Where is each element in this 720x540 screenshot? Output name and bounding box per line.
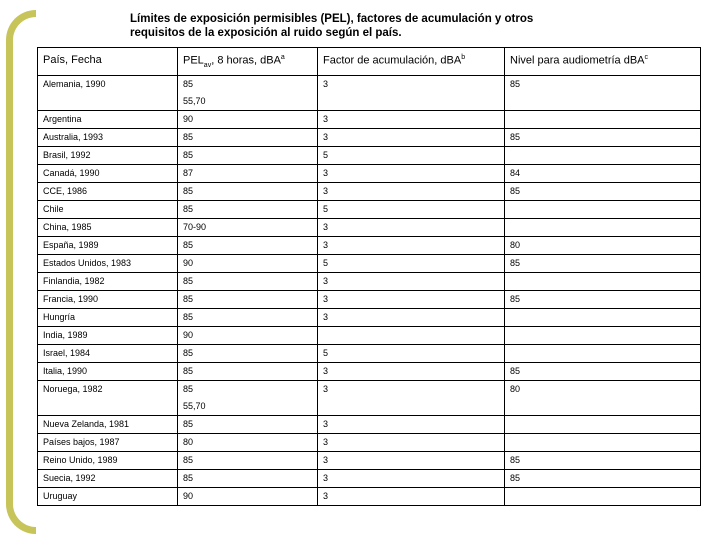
factor-cell: 3 bbox=[318, 219, 505, 237]
pel-cell: 85 bbox=[178, 309, 318, 327]
header-row bbox=[38, 48, 701, 76]
country-cell: Finlandia, 1982 bbox=[38, 273, 178, 291]
factor-cell: 3 bbox=[318, 237, 505, 255]
table-row bbox=[38, 147, 701, 165]
pel-cell: 85 55,70 bbox=[178, 76, 318, 111]
factor-cell: 3 bbox=[318, 363, 505, 381]
country-cell: Italia, 1990 bbox=[38, 363, 178, 381]
factor-cell: 5 bbox=[318, 147, 505, 165]
country-cell: Alemania, 1990 bbox=[38, 76, 178, 111]
pel-table bbox=[37, 47, 701, 506]
table-row bbox=[38, 488, 701, 506]
country-cell: Países bajos, 1987 bbox=[38, 434, 178, 452]
pel-cell: 85 bbox=[178, 452, 318, 470]
factor-cell: 3 bbox=[318, 416, 505, 434]
country-cell: Francia, 1990 bbox=[38, 291, 178, 309]
country-cell: España, 1989 bbox=[38, 237, 178, 255]
audiometry-cell bbox=[505, 345, 701, 363]
audiometry-cell: 80 bbox=[505, 381, 701, 416]
audiometry-cell bbox=[505, 416, 701, 434]
factor-cell: 3 bbox=[318, 488, 505, 506]
pel-secondary-value: 55,70 bbox=[183, 96, 206, 106]
factor-cell: 3 bbox=[318, 434, 505, 452]
title-line-2: requisitos de la exposición al ruido según el país. bbox=[130, 27, 402, 39]
pel-cell: 90 bbox=[178, 327, 318, 345]
audiometry-cell: 85 bbox=[505, 291, 701, 309]
pel-secondary-value: 55,70 bbox=[183, 401, 206, 411]
audiometry-cell: 80 bbox=[505, 237, 701, 255]
country-cell: Reino Unido, 1989 bbox=[38, 452, 178, 470]
audiometry-cell: 85 bbox=[505, 76, 701, 111]
factor-cell: 3 bbox=[318, 291, 505, 309]
country-cell: Chile bbox=[38, 201, 178, 219]
table-row bbox=[38, 345, 701, 363]
country-cell: Noruega, 1982 bbox=[38, 381, 178, 416]
pel-cell: 87 bbox=[178, 165, 318, 183]
pel-cell: 85 bbox=[178, 201, 318, 219]
table-row bbox=[38, 273, 701, 291]
pel-cell: 85 bbox=[178, 363, 318, 381]
table-row bbox=[38, 363, 701, 381]
pel-cell: 85 bbox=[178, 273, 318, 291]
table-row bbox=[38, 165, 701, 183]
country-cell: Suecia, 1992 bbox=[38, 470, 178, 488]
table-row bbox=[38, 219, 701, 237]
audiometry-cell: 85 bbox=[505, 129, 701, 147]
audiometry-cell bbox=[505, 111, 701, 129]
audiometry-cell bbox=[505, 147, 701, 165]
country-cell: Australia, 1993 bbox=[38, 129, 178, 147]
table-row bbox=[38, 470, 701, 488]
audiometry-cell bbox=[505, 201, 701, 219]
country-cell: Israel, 1984 bbox=[38, 345, 178, 363]
table-row bbox=[38, 309, 701, 327]
header-pel: $PEL_{av}$, 8 horas, dBA$^a$ bbox=[178, 48, 318, 76]
factor-cell: 5 bbox=[318, 255, 505, 273]
pel-cell: 85 bbox=[178, 345, 318, 363]
table-row bbox=[38, 255, 701, 273]
table-row bbox=[38, 416, 701, 434]
audiometry-cell: 85 bbox=[505, 363, 701, 381]
factor-cell: 5 bbox=[318, 201, 505, 219]
country-cell: CCE, 1986 bbox=[38, 183, 178, 201]
header-factor: Factor de acumulación, dBA$^b$ bbox=[318, 48, 505, 76]
audiometry-cell bbox=[505, 327, 701, 345]
factor-cell bbox=[318, 327, 505, 345]
country-cell: Argentina bbox=[38, 111, 178, 129]
factor-cell: 3 bbox=[318, 183, 505, 201]
audiometry-cell bbox=[505, 219, 701, 237]
country-cell: Hungría bbox=[38, 309, 178, 327]
table-row bbox=[38, 201, 701, 219]
pel-cell: 80 bbox=[178, 434, 318, 452]
audiometry-cell bbox=[505, 309, 701, 327]
country-cell: Estados Unidos, 1983 bbox=[38, 255, 178, 273]
country-cell: Brasil, 1992 bbox=[38, 147, 178, 165]
table-row bbox=[38, 183, 701, 201]
factor-cell: 3 bbox=[318, 309, 505, 327]
audiometry-cell bbox=[505, 488, 701, 506]
factor-cell: 3 bbox=[318, 165, 505, 183]
table-row bbox=[38, 237, 701, 255]
audiometry-cell: 85 bbox=[505, 470, 701, 488]
audiometry-cell: 84 bbox=[505, 165, 701, 183]
country-cell: Uruguay bbox=[38, 488, 178, 506]
title-line-1: Límites de exposición permisibles (PEL), factores de acumulación y otros bbox=[130, 13, 534, 25]
country-cell: China, 1985 bbox=[38, 219, 178, 237]
audiometry-cell bbox=[505, 273, 701, 291]
pel-cell: 85 bbox=[178, 416, 318, 434]
country-cell: Canadá, 1990 bbox=[38, 165, 178, 183]
decorative-bracket bbox=[6, 10, 36, 534]
pel-cell: 90 bbox=[178, 488, 318, 506]
factor-cell: 3 bbox=[318, 273, 505, 291]
pel-cell: 85 bbox=[178, 291, 318, 309]
table-row bbox=[38, 327, 701, 345]
audiometry-cell: 85 bbox=[505, 255, 701, 273]
table-row bbox=[38, 111, 701, 129]
pel-cell: 85 bbox=[178, 183, 318, 201]
pel-cell: 85 bbox=[178, 129, 318, 147]
table-body bbox=[38, 76, 701, 506]
factor-cell: 5 bbox=[318, 345, 505, 363]
pel-cell: 85 bbox=[178, 470, 318, 488]
factor-cell: 3 bbox=[318, 381, 505, 416]
pel-cell: 85 bbox=[178, 147, 318, 165]
header-audiometry: Nivel para audiometría dBA$^c$ bbox=[505, 48, 701, 76]
table-row bbox=[38, 291, 701, 309]
country-cell: India, 1989 bbox=[38, 327, 178, 345]
table-row bbox=[38, 76, 701, 111]
table-row bbox=[38, 434, 701, 452]
header-country: País, Fecha bbox=[38, 48, 178, 76]
pel-cell: 90 bbox=[178, 255, 318, 273]
factor-cell: 3 bbox=[318, 452, 505, 470]
country-cell: Nueva Zelanda, 1981 bbox=[38, 416, 178, 434]
pel-cell: 85 55,70 bbox=[178, 381, 318, 416]
audiometry-cell: 85 bbox=[505, 183, 701, 201]
factor-cell: 3 bbox=[318, 76, 505, 111]
audiometry-cell bbox=[505, 434, 701, 452]
pel-cell: 85 bbox=[178, 237, 318, 255]
table-row bbox=[38, 452, 701, 470]
audiometry-cell: 85 bbox=[505, 452, 701, 470]
pel-cell: 90 bbox=[178, 111, 318, 129]
factor-cell: 3 bbox=[318, 129, 505, 147]
table-row bbox=[38, 129, 701, 147]
factor-cell: 3 bbox=[318, 111, 505, 129]
pel-cell: 70-90 bbox=[178, 219, 318, 237]
table-title bbox=[130, 12, 690, 40]
factor-cell: 3 bbox=[318, 470, 505, 488]
table-row bbox=[38, 381, 701, 416]
